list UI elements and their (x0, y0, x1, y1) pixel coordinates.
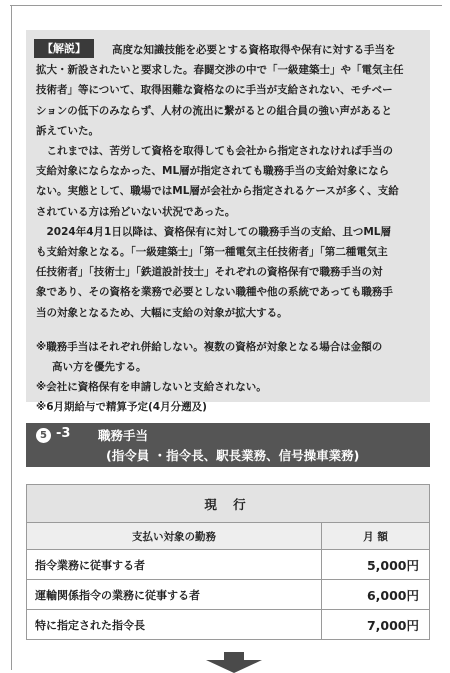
para2-line: されている方は殆どいない状況であった。 (36, 205, 236, 218)
down-arrow-icon (206, 652, 262, 673)
para1-line: 高度な知識技能を必要とする資格取得や保有に対する手当を (112, 44, 396, 56)
left-rule (11, 5, 12, 670)
para2-line: 支給対象にならなかった、ML層が指定されても職務手当の支給対象になら (36, 165, 390, 178)
row-amount: 6,000円 (322, 580, 430, 610)
para3-line: 当の対象となるため、大幅に支給の対象が拡大する。 (36, 306, 288, 319)
column-header-work: 支払い対象の勤務 (27, 523, 322, 550)
section-number-badge: 5 (36, 428, 51, 443)
para3-line: 象であり、その資格を業務で必要としない職種や他の系統であっても職務手 (36, 286, 393, 299)
para3-line: も支給対象となる。「一級建築士」「第一種電気主任技術者」「第二種電気主 (36, 246, 388, 259)
table-row (27, 610, 430, 640)
section-title: 職務手当 (98, 428, 149, 443)
table-header: 現 行 (27, 485, 430, 523)
note-line: ※職務手当はそれぞれ併給しない。複数の資格が対象となる場合は金額の (36, 340, 383, 353)
row-amount: 5,000円 (322, 550, 430, 580)
commentary-panel (26, 30, 430, 414)
para2-line: これまでは、苦労して資格を取得しても会社から指定されなければ手当の (46, 145, 393, 158)
table-row (27, 580, 430, 610)
allowance-table (26, 484, 430, 640)
commentary-tag: 【解説】 (34, 39, 94, 58)
row-work: 運輸関係指令の業務に従事する者 (27, 580, 322, 610)
note-line: 高い方を優先する。 (52, 361, 147, 374)
para1-line: 拡大・新設されたいと要求した。春闘交渉の中で「一級建築士」や「電気主任 (36, 64, 404, 77)
section-subtitle: (指令員 ・指令長、駅長業務、信号操車業務) (106, 448, 360, 463)
section-header (26, 423, 430, 467)
row-work: 特に指定された指令長 (27, 610, 322, 640)
table-row (27, 550, 430, 580)
note-line: ※6月期給与で精算予定(4月分遡及) (36, 401, 207, 414)
top-rule (10, 5, 442, 6)
para2-line: ない。実態として、職場ではML層が会社から指定されるケースが多く、支給 (36, 185, 399, 198)
row-amount: 7,000円 (322, 610, 430, 640)
para3-line: 任技術者」「技術士」「鉄道設計技士」それぞれの資格保有で職務手当の対 (36, 266, 383, 279)
row-work: 指令業務に従事する者 (27, 550, 322, 580)
note-line: ※会社に資格保有を申請しないと支給されない。 (36, 381, 267, 394)
para1-line: ションの低下のみならず、人材の流出に繋がるとの組合員の強い声があると (36, 104, 392, 117)
para1-line: 訴えていた。 (36, 124, 99, 137)
column-header-amount: 月 額 (322, 523, 430, 550)
para1-line: 技術者」等について、取得困難な資格なのに手当が支給されない、モチベー (36, 84, 393, 97)
section-sub-number: -3 (56, 426, 71, 441)
notes (36, 337, 420, 418)
para3-line: 2024年4月1日以降は、資格保有に対しての職務手当の支給、且つML層 (46, 225, 391, 238)
